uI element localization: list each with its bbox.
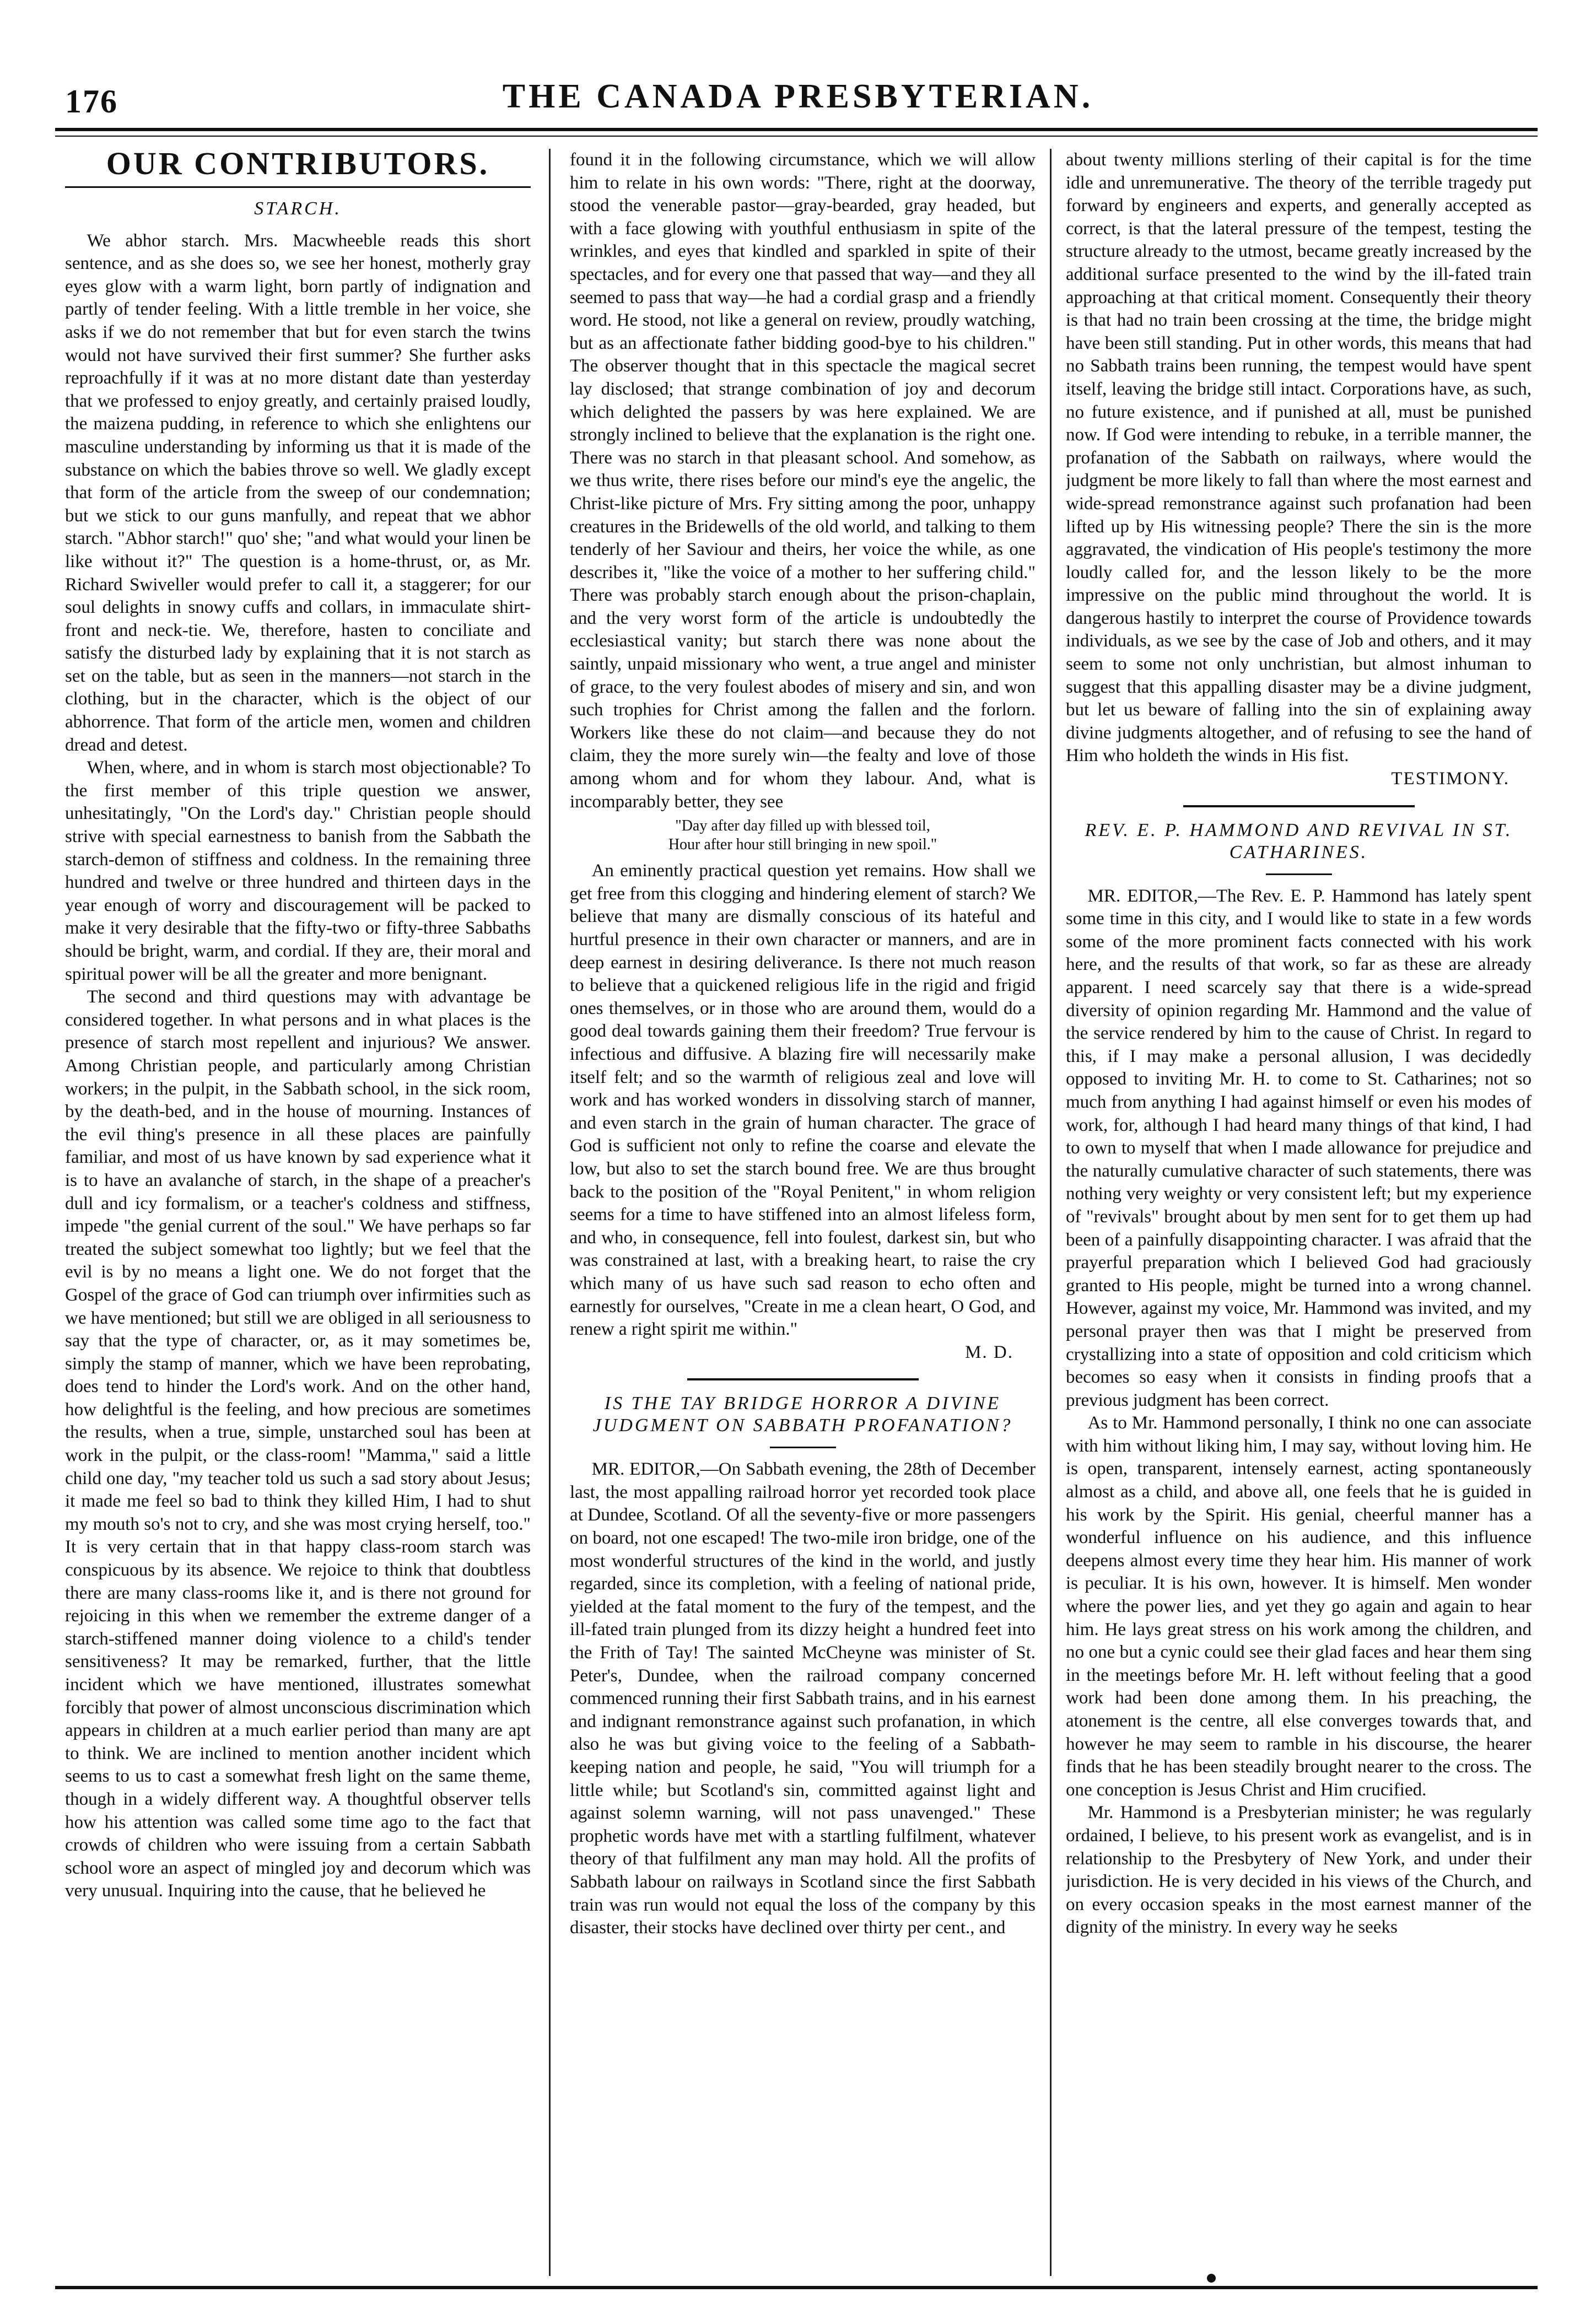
column-1: [65, 149, 531, 2276]
article-paragraph: about twenty millions sterling of their capital is for the time idle and unremunerative. The theory of the terrible tragedy put forward by engineers and experts, and generally accepted as correct, is that the lateral pressure of the tempest, testing the structure already to the utmost, became greatly increased by the additional surface presented to the wind by the ill-fated train approaching at that critical moment. Consequently their theory is that had no train been crossing at the time, the bridge might have been still standing. Put in other words, this means that had no Sabbath trains been running, the tempest would have spent itself, leaving the bridge still intact. Corporations have, as such, no future existence, and if punished at all, must be punished now. If God were intending to rebuke, in a terrible manner, the profanation of the Sabbath on railways, where would the judgment be more likely to fall than where the most earnest and wide-spread remonstrance against such profanation had been lifted up by His witnessing people? There the sin is the more aggravated, the vindication of His people's testimony the more loudly called for, and the lesson likely to be the more impressive on the public mind throughout the world. It is dangerous hastily to interpret the course of Providence towards individuals, as we see by the case of Job and others, and it may seem to some not only unchristian, but almost inhuman to suggest that this appalling disaster may be a divine judgment, but let us beware of falling into the sin of explaining away divine judgments altogether, and of refusing to see the hand of Him who holdeth the winds in His fist.: [1066, 150, 1532, 766]
article-title-hammond: REV. E. P. HAMMOND AND REVIVAL IN ST. CATHARINES.: [1085, 819, 1513, 862]
column-divider: [549, 149, 551, 2276]
header-rule-thin: [55, 136, 1538, 137]
article-title-tay-bridge: IS THE TAY BRIDGE HORROR A DIVINE JUDGMENT ON SABBATH PROFANATION?: [592, 1393, 1013, 1436]
column-3: [1066, 149, 1532, 2276]
title-underline: [1266, 873, 1332, 875]
author-signature: TESTIMONY.: [1391, 769, 1509, 789]
article-paragraph: MR. EDITOR,—The Rev. E. P. Hammond has lately spent some time in this city, and I would like to state in a few words some of the more prominent facts connected with his work here, and the results of that work, so far as these are already apparent. I need scarcely say that there is a wide-spread diversity of opinion regarding Mr. Hammond and the value of the service rendered by him to the cause of Christ. In regard to this, if I may make a personal allusion, I was decidedly opposed to inviting Mr. H. to come to St. Catharines; not so much from anything I had against himself or even his modes of work, for, although I had heard many things of that kind, I had to own to myself that when I made allowance for prejudice and the naturally cumulative character of such statements, there was nothing very weighty or very consistent left; but my experience of "revivals" brought about by men sent for to get them up had been of a painfully disappointing character. I was afraid that the prayerful preparation which I believed God had graciously granted to His people, might be turned into a wrong channel. However, against my voice, Mr. Hammond was invited, and my personal prayer then was that I might be preserved from crystallizing into a state of opposition and cold criticism which becomes so easy when it consists in finding proofs that a previous judgment has been correct.: [1066, 886, 1532, 1410]
column-2: [570, 149, 1036, 2276]
column-divider: [1050, 149, 1052, 2276]
header-rule-thick: [55, 128, 1538, 131]
article-paragraph: We abhor starch. Mrs. Macwheeble reads this short sentence, and as she does so, we see her honest, motherly gray eyes glow with a warm light, born partly of indignation and partly of tender feeling. With a little tremble in her voice, she asks if we do not remember that but for even starch the twins would not have survived their first summer? She further asks reproachfully if it was at no more distant date than yesterday that we professed to enjoy greatly, and certainly praised loudly, the maizena pudding, in reference to which she enlightens our masculine understanding by informing us that it is made of the substance on which the babies throve so well. We gladly except that form of the article from the sweep of our condemnation; but we stick to our guns manfully, and repeat that we abhor starch. "Abhor starch!" quo' she; "and what would your linen be like without it?" The question is a home-thrust, or, as Mr. Richard Swiveller would prefer to call it, a staggerer; for our soul delights in snowy cuffs and collars, in immaculate shirt-front and neck-tie. We, therefore, hasten to conciliate and satisfy the disturbed lady by explaining that it is not starch as set on the table, but as seen in the manners—not starch in the clothing, but in the character, which is the object of our abhorrence. That form of the article men, women and children dread and detest.: [65, 230, 531, 755]
article-paragraph: found it in the following circumstance, which we will allow him to relate in his own words: "There, right at the doorway, stood the venerable pastor—gray-bearded, gray headed, but with a face glowing with youthful enthusiasm in spite of the wrinkles, and eyes that kindled and sparkled in spite of their spectacles, and for every one that passed that way—and they all seemed to pass that way—he had a cordial grasp and a friendly word. He stood, not like a general on review, proudly watching, but as an affectionate father bidding good-bye to his children." The observer thought that in this spectacle the magical secret lay disclosed; that strange combination of joy and decorum which delighted the passers by was here explained. We are strongly inclined to believe that the explanation is the right one. There was no starch in that pleasant school. And somehow, as we thus write, there rises before our mind's eye the angelic, the Christ-like picture of Mrs. Fry sitting among the poor, unhappy creatures in the Bridewells of the old world, and talking to them tenderly of her Saviour and theirs, her voice the while, as one describes it, "like the voice of a mother to her suffering child." There was probably starch enough about the prison-chaplain, and the very worst form of the article is undoubtedly the ecclesiastical vanity; but starch there was none about the saintly, unpaid missionary who went, a true angel and minister of grace, to the very foulest abodes of misery and sin, and won such trophies for Christ among the fallen and the forlorn. Workers like these do not claim—and because they do not claim, they the more surely win—the fealty and love of those among whom and for whom they labour. And, what is incomparably better, they see: [570, 150, 1036, 812]
article-paragraph: MR. EDITOR,—On Sabbath evening, the 28th of December last, the most appalling railroad horror yet recorded took place at Dundee, Scotland. Of all the seventy-five or more passengers on board, not one escaped! The two-mile iron bridge, one of the most wonderful structures of the kind in the world, and justly regarded, since its completion, with a feeling of national pride, yielded at the fatal moment to the fury of the tempest, and the ill-fated train plunged from its dizzy height a hundred feet into the Frith of Tay! The sainted McCheyne was minister of St. Peter's, Dundee, when the railroad company concerned commenced running their first Sabbath trains, and in his earnest and indignant remonstrance against such profanation, in which also he was but giving voice to the feeling of a Sabbath-keeping nation and people, he said, "You will triumph for a little while; but Scotland's sin, committed against light and against solemn warning, will not pass unavenged." These prophetic words have met with a startling fulfilment, whatever theory of that fulfilment any man may hold. All the profits of Sabbath labour on railways in Scotland since the first Sabbath train was run would not equal the loss of the company by this disaster, their stocks have declined over thirty per cent., and: [570, 1459, 1036, 1938]
title-underline: [770, 1447, 836, 1448]
article-paragraph: As to Mr. Hammond personally, I think no one can associate with him without liking him, I may say, without loving him. He is open, transparent, intensely earnest, acting spontaneously almost as a child, and above all, one feels that he is guided in his work by the Spirit. His genial, cheerful manner has a wonderful influence on his audience, and this influence deepens almost every time they hear him. His manner of work is peculiar. It is his own, however. It is himself. Men wonder where the power lies, and yet they go again and again to hear him. He lays great stress on his work among the children, and no one but a cynic could see their glad faces and hear them sing in the meetings before Mr. H. left without feeling that a good work had been done among them. In his preaching, the atonement is the centre, all else converges towards that, and however he may seem to ramble in his discourse, the hearer finds that he has been steadily brought nearer to the cross. The one conception is Jesus Christ and Him crucified.: [1066, 1413, 1532, 1800]
article-paragraph: An eminently practical question yet remains. How shall we get free from this clogging and hindering element of starch? We believe that many are dismally conscious of its hateful and hurtful presence in their own character or manners, and are in deep earnest in desiring deliverance. Is there not much reason to believe that a quickened religious life in the rigid and frigid ones themselves, or in those who are around them, would do a good deal towards gaining them their freedom? True fervour is infectious and diffusive. A blazing fire will necessarily make itself felt; and so the warmth of religious zeal and love will work and has worked wonders in dissolving starch of manner, and even starch in the grain of human character. The grace of God is sufficient not only to refine the coarse and elevate the low, but also to set the starch bound free. We are thus brought back to the position of the "Royal Penitent," in whom religion seems for a time to have stiffened into an almost lifeless form, and who, in consequence, fell into foulest, darkest sin, but who was constrained at last, with a breaking heart, to raise the cry which many of us have such sad reason to echo often and earnestly for ourselves, "Create in me a clean heart, O God, and renew a right spirit me within.": [570, 861, 1036, 1340]
article-paragraph: Mr. Hammond is a Presbyterian minister; he was regularly ordained, I believe, to his present work as evangelist, and is in relationship to the Presbytery of New York, and under their jurisdiction. He is very decided in his views of the Church, and on every occasion speaks in the most earnest manner of the dignity of the ministry. In every way he seeks: [1066, 1803, 1532, 1938]
poem-line: "Day after day filled up with blessed toil,: [675, 817, 930, 835]
section-title: OUR CONTRIBUTORS.: [106, 149, 490, 181]
ornament-dot: [1207, 2274, 1216, 2283]
section-title-rule: [65, 186, 531, 188]
article-divider: [1183, 805, 1415, 807]
page-number: 176: [65, 83, 118, 120]
article-title-starch: STARCH.: [254, 198, 342, 219]
article-divider: [687, 1378, 919, 1380]
article-paragraph: When, where, and in whom is starch most objectionable? To the first member of this triple question we answer, unhesitatingly, "On the Lord's day." Christian people should strive with special earnestness to banish from the Sabbath the starch-demon of stiffness and coldness. In the remaining three hundred and twelve or three hundred and thirteen days in the year enough of worry and discouragement will be packed to make it very desirable that the fifty-two or fifty-three Sabbaths should be bright, warm, and cordial. If they are, their moral and spiritual power will be all the greater and more benignant.: [65, 758, 531, 984]
author-signature: M. D.: [965, 1342, 1013, 1362]
article-paragraph: The second and third questions may with advantage be considered together. In what persons and in what places is the presence of starch most repellent and injurious? We answer. Among Christian people, and particularly among Christian workers; in the pulpit, in the Sabbath school, in the sick room, by the death-bed, and in the house of mourning. Instances of the evil thing's presence in all these places are painfully familiar, and most of us have known by sad experience what it is to have an avalanche of starch, in the shape of a preacher's dull and icy formalism, or a teacher's coldness and stiffness, impede "the genial current of the soul." We have perhaps so far treated the subject somewhat too lightly; but we feel that the evil is by no means a light one. We do not forget that the Gospel of the grace of God can triumph over infirmities such as we have mentioned; but still we are obliged in all seriousness to say that the type of character, or, as it may sometimes be, simply the stamp of manner, which we have been reprobating, does tend to hinder the Lord's work. And on the other hand, how delightful is the feeling, and how precious are sometimes the results, when a true, simple, unstarched soul has been at work in the pulpit, or the class-room! "Mamma," said a little child one day, "my teacher told us such a sad story about Jesus; it made me feel so bad to think they killed Him, I had to shut my mouth so's not to cry, and she was most crying herself, too." It is very certain that in that happy class-room starch was conspicuous by its absence. We rejoice to think that doubtless there are many class-rooms like it, and is there not ground for rejoicing in this when we remember the extreme danger of a starch-stiffened manner doing violence to a child's tender sensitiveness? It may be remarked, further, that the little incident which we have mentioned, illustrates somewhat forcibly that power of almost unconscious discrimination which appears in children at a much earlier period than many are apt to think. We are inclined to mention another incident which seems to us to cast a somewhat fresh light on the same theme, though in a widely different way. A thoughtful observer tells how his attention was called some time ago to the fact that crowds of children who were issuing from a certain Sabbath school wore an aspect of mingled joy and decorum which was very unusual. Inquiring into the cause, that he believed he: [65, 987, 531, 1901]
footer-rule: [55, 2286, 1538, 2289]
poem-line: Hour after hour still bringing in new spoil.": [668, 836, 937, 854]
poem-quote: [581, 817, 1025, 854]
masthead: THE CANADA PRESBYTERIAN.: [502, 78, 1094, 115]
